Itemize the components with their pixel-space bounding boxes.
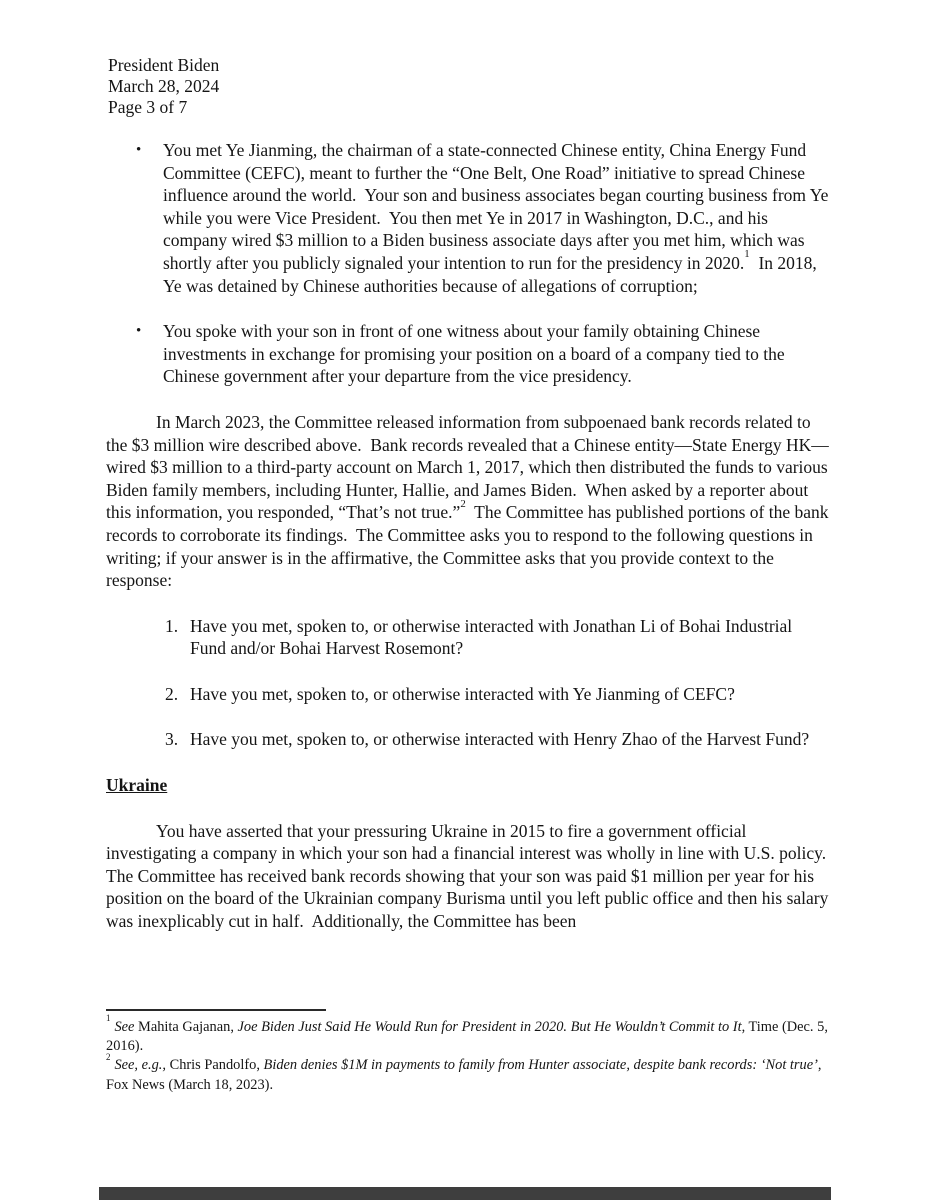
item-number: 2. — [165, 683, 179, 704]
scan-edge-artifact — [99, 1187, 831, 1200]
item-text — [190, 728, 809, 751]
text-run: Have you met, spoken to, or otherwise interacted with Ye Jianming of CEFC? — [190, 683, 735, 704]
text-run: The Committee has published portions of the bank records to corroborate its findings. The Committee asks you to respond to the following questions in writing; if your answer is in the affirmative, the Committee asks that you provide context to the response: — [106, 502, 833, 591]
numbered-item — [106, 683, 832, 706]
text-run: Chris Pandolfo, — [166, 1057, 264, 1074]
footnote — [106, 1051, 832, 1094]
paragraph — [106, 820, 835, 933]
footnote-ref: 2 — [460, 497, 466, 510]
text-run: See — [114, 1019, 135, 1035]
numbered-item — [106, 728, 832, 751]
text-run: , Fox News (March 18, 2023). — [106, 1057, 826, 1093]
numbered-item — [106, 615, 832, 660]
text-run: Mahita Gajanan, — [134, 1019, 238, 1035]
text-run: You met Ye Jianming, the chairman of a state-connected Chinese entity, China Energy Fund Committee (CEFC), meant to further the “One Belt, One Road” initiative to spread Chinese influence around the world. Your son and business associates began courting business from Ye while you were Vice President. You then met Ye in 2017 in Washington, D.C., and his company wired $3 million to a Biden business associate days after you met him, which was shortly after you publicly signaled your intention to run for the presidency in 2020. — [163, 140, 833, 273]
page-header — [108, 55, 219, 119]
footnote-ref: 1 — [744, 248, 750, 261]
paragraph — [106, 411, 832, 592]
text-run: You spoke with your son in front of one witness about your family obtaining Chinese investments in exchange for promising your position on a board of a company tied to the Chinese government after your departure from the vice presidency. — [163, 321, 789, 387]
bullet-item — [106, 139, 832, 297]
item-number: 1. — [165, 615, 179, 636]
item-text — [190, 683, 735, 706]
document-body — [106, 139, 835, 956]
text-run: Ukraine — [106, 775, 168, 796]
bullet-text — [163, 320, 832, 388]
footnote-marker: 2 — [106, 1051, 111, 1062]
footnotes — [106, 1004, 832, 1095]
text-run: Have you met, spoken to, or otherwise interacted with Jonathan Li of Bohai Industrial Fund and/or Bohai Harvest Rosemont? — [190, 615, 797, 659]
item-text — [190, 615, 832, 660]
header-line: Page 3 of 7 — [108, 97, 188, 118]
bullet-text — [163, 139, 832, 297]
text-run: , Time (Dec. 5, 2016). — [106, 1019, 832, 1055]
text-run: Have you met, spoken to, or otherwise interacted with Henry Zhao of the Harvest Fund? — [190, 729, 810, 750]
bullet-icon: • — [136, 142, 142, 158]
footnote-separator — [106, 1009, 326, 1011]
text-run: Biden denies $1M in payments to family from Hunter associate, despite bank records: ‘Not true’ — [263, 1057, 818, 1074]
bullet-icon: • — [136, 323, 142, 340]
item-number: 3. — [165, 729, 179, 750]
text-run: Joe Biden Just Said He Would Run for President in 2020. But He Wouldn’t Commit to It — [237, 1019, 742, 1035]
footnote — [106, 1013, 832, 1056]
text-run: See, e.g., — [114, 1057, 166, 1074]
footnote-marker: 1 — [106, 1013, 111, 1024]
text-run: In March 2023, the Committee released information from subpoenaed bank records related to the $3 million wire described above. Bank records revealed that a Chinese entity—State Energy HK—wired $3 million to a third-party account on March 1, 2017, which then distributed the funds to various Biden family members, including Hunter, Hallie, and James Biden. When asked by a reporter about this information, you responded, “That’s not true.” — [106, 411, 833, 523]
section-heading-ukraine — [106, 774, 832, 797]
text-run: You have asserted that your pressuring Ukraine in 2015 to fire a government official investigating a company in which your son had a financial interest was wholly in line with U.S. policy. The Committee has received bank records showing that your son was paid $1 million per year for his position on the board of the Ukrainian company Burisma until you left public office and then his salary was inexplicably cut in half. Additionally, the Committee has been — [106, 820, 835, 932]
bullet-item — [106, 320, 832, 388]
header-line: President Biden — [108, 55, 220, 75]
header-line: March 28, 2024 — [108, 76, 220, 97]
text-run: In 2018, Ye was detained by Chinese authorities because of allegations of corruption; — [163, 252, 821, 296]
